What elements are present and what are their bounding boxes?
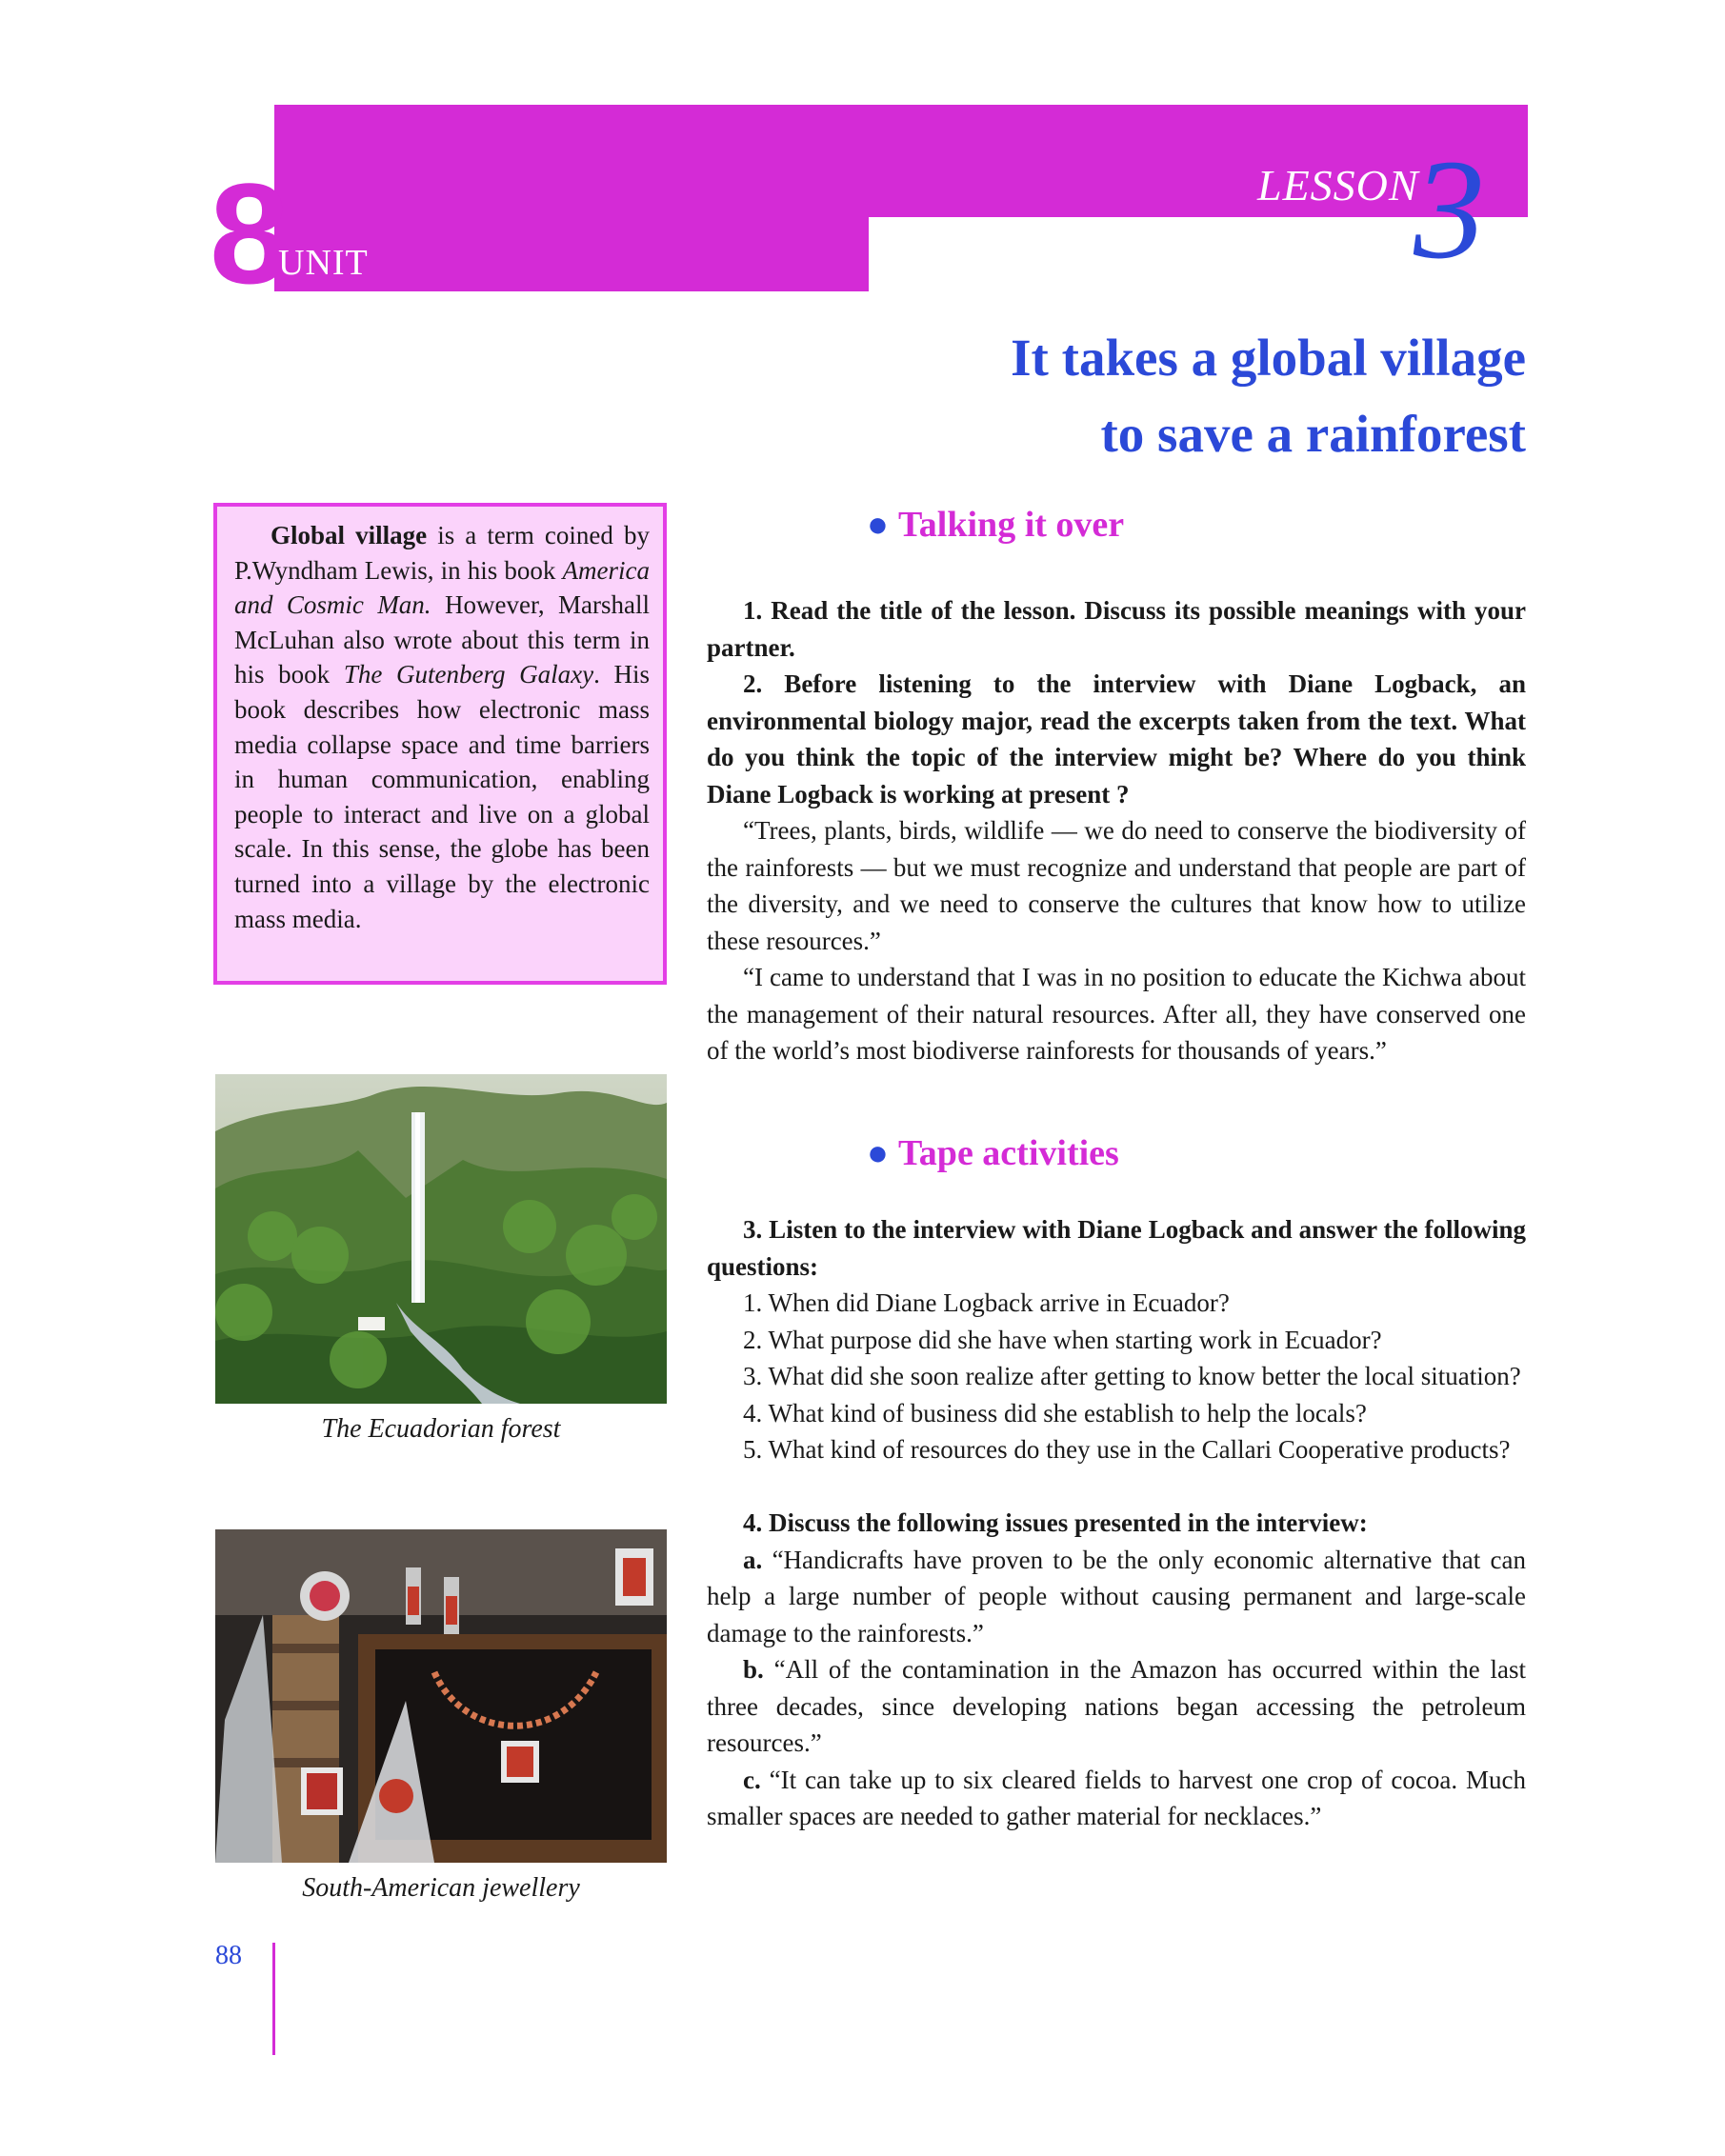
- unit-label: UNIT: [278, 243, 369, 283]
- excerpt-quote-1: “Trees, plants, birds, wildlife — we do need to conserve the biodiversity of the rainforests — but we must recognize and understand that people are part of the diversity, and we need to conserve the cultures that know how to utilize these resources.”: [707, 816, 1526, 955]
- excerpt-quote-2: “I came to understand that I was in no position to educate the Kichwa about the management of their natural resources. After all, they have conserved one of the world’s most biodiverse rainforests for thousands of years.”: [707, 963, 1526, 1065]
- caption-jewellery: South-American jewellery: [302, 1873, 580, 1903]
- definition-term: Global village: [271, 521, 428, 549]
- lesson-label: LESSON: [1257, 161, 1419, 210]
- question-1: 1. Read the title of the lesson. Discuss its possible meanings with your partner.: [707, 596, 1526, 662]
- definition-text: Global village is a term coined by P.Wyndham Lewis, in his book America and Cosmic Man. However, Marshall McLuhan also wrote about this term in his book The Gutenberg Galaxy. His book describes how electronic mass media collapse space and time barriers in human communication, enabling people to interact and live on a global scale. In this sense, the globe has been turned into a village by the electronic mass media.: [234, 521, 650, 933]
- book-title-2: The Gutenberg Galaxy: [343, 660, 594, 689]
- section-tape-body: [707, 1211, 1526, 1835]
- issue-c: c. “It can take up to six cleared fields to harvest one crop of cocoa. Much smaller spaces are needed to gather material for necklaces.”: [707, 1765, 1526, 1830]
- section-heading-talking: ● Talking it over: [867, 505, 1125, 545]
- title-line-1: It takes a global village: [1011, 329, 1526, 387]
- lesson-number: 3: [1414, 130, 1485, 289]
- section-heading-tape: ● Tape activities: [867, 1133, 1119, 1173]
- unit-number: 8: [210, 153, 290, 313]
- question-3: 3. Listen to the interview with Diane Logback and answer the following questions:: [707, 1215, 1526, 1281]
- footer-rule: [272, 1943, 275, 2055]
- bullet-icon: ●: [867, 505, 889, 545]
- sub-question: 1. When did Diane Logback arrive in Ecuador?: [743, 1288, 1230, 1317]
- lesson-title: [669, 320, 1526, 472]
- caption-forest: The Ecuadorian forest: [321, 1414, 561, 1444]
- spacer: [707, 1468, 1526, 1506]
- section-talking-body: [707, 592, 1526, 1069]
- sub-question: 3. What did she soon realize after getting to know better the local situation?: [743, 1362, 1521, 1390]
- sub-question: 2. What purpose did she have when starting work in Ecuador?: [743, 1325, 1382, 1354]
- book-title-1: America and Cosmic Man.: [234, 555, 650, 620]
- question-2: 2. Before listening to the interview with Diane Logback, an environmental biology major, read the excerpts taken from the text. What do you think the topic of the interview might be? Where do you think Diane Logback is working at present ?: [707, 669, 1526, 808]
- page-number: 88: [215, 1941, 242, 1970]
- forest-illustration: [215, 1074, 667, 1404]
- issue-a: a. “Handicrafts have proven to be the only economic alternative that can help a large number of people without causing permanent and large-scale damage to the rainforests.”: [707, 1545, 1526, 1647]
- ecuadorian-forest-photo: [215, 1074, 667, 1404]
- bullet-icon: ●: [867, 1133, 889, 1173]
- jewellery-photo: [215, 1529, 667, 1863]
- sub-question: 4. What kind of business did she establish to help the locals?: [743, 1398, 1367, 1427]
- question-4: 4. Discuss the following issues presented in the interview:: [743, 1508, 1368, 1537]
- issue-b: b. “All of the contamination in the Amazon has occurred within the last three decades, since developing nations began accessing the petroleum resources.”: [707, 1655, 1526, 1757]
- jewellery-illustration: [215, 1529, 667, 1863]
- definition-box: [213, 503, 667, 985]
- sub-question: 5. What kind of resources do they use in the Callari Cooperative products?: [743, 1435, 1511, 1464]
- title-line-2: to save a rainforest: [1100, 405, 1526, 463]
